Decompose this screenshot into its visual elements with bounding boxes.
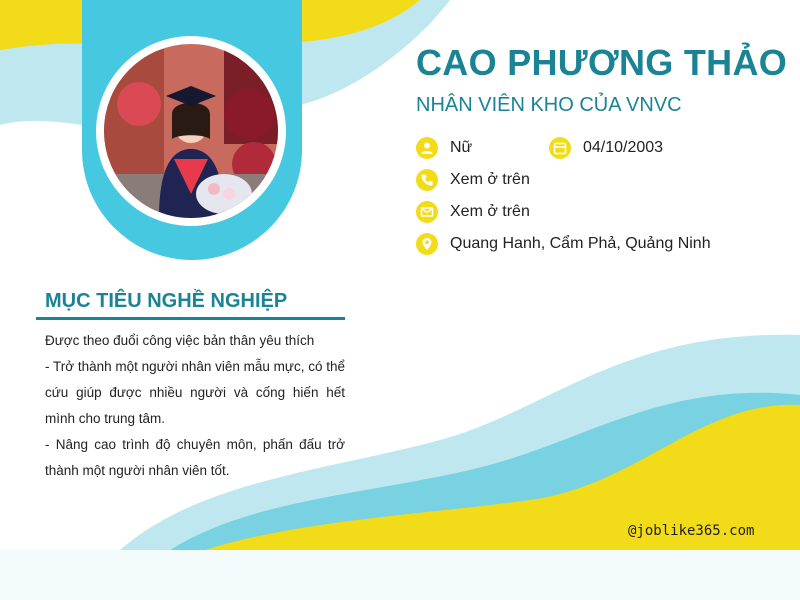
avatar-frame [96,36,286,226]
user-icon [416,137,438,159]
gender-value: Nữ [450,139,473,156]
calendar-icon [549,137,571,159]
watermark: @joblike365.com [628,523,755,539]
email-value: Xem ở trên [450,203,530,220]
gender-row [416,137,472,159]
location-icon [416,233,438,255]
objective-line: Được theo đuổi công việc bản thân yêu thích [45,333,315,348]
birthdate-row [549,137,663,159]
objective-line: - Nâng cao trình độ chuyên môn, phấn đấu trở thành một người nhân viên tốt. [45,437,345,478]
job-title: NHÂN VIÊN KHO CỦA VNVC [416,94,682,116]
objective-line: - Trở thành một người nhân viên mẫu mực, có thể cứu giúp được nhiều người và cống hiến hết mình cho trung tâm. [45,359,345,426]
address-value: Quang Hanh, Cẩm Phả, Quảng Ninh [450,235,711,252]
objective-text [45,328,345,484]
phone-icon [416,169,438,191]
candidate-name: CAO PHƯƠNG THẢO [416,42,788,83]
phone-row [416,169,530,191]
objective-heading: MỤC TIÊU NGHỀ NGHIỆP [45,290,288,312]
phone-value: Xem ở trên [450,171,530,188]
avatar [104,44,278,218]
section-divider [36,317,345,320]
address-row [416,233,711,255]
email-row [416,201,530,223]
mail-icon [416,201,438,223]
birthdate-value: 04/10/2003 [583,139,664,156]
